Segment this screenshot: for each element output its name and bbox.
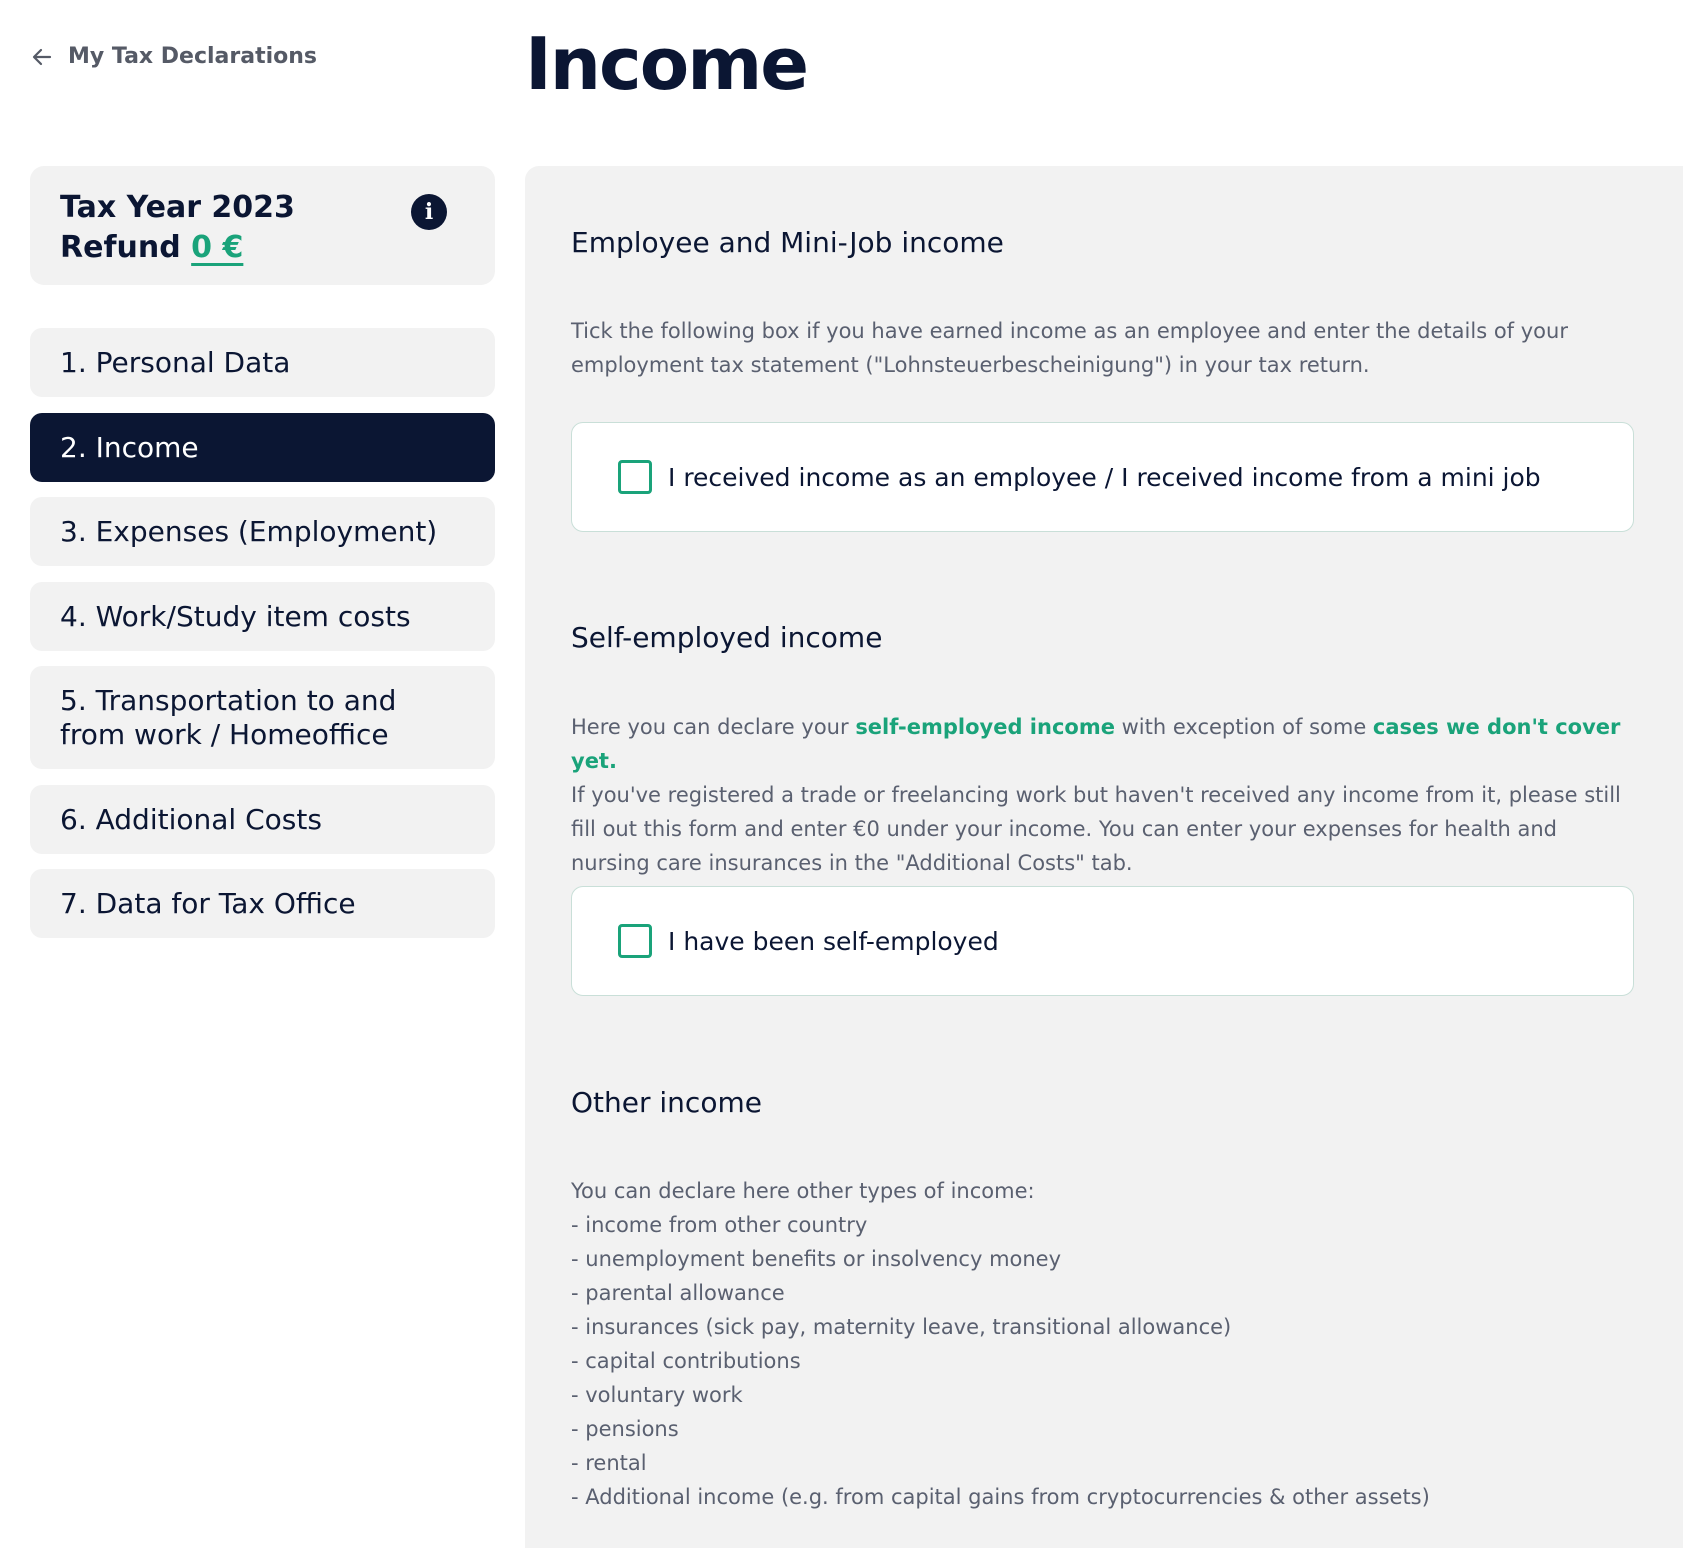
list-item: - Additional income (e.g. from capital gains from cryptocurrencies & other assets): [571, 1485, 1430, 1509]
list-item: - parental allowance: [571, 1281, 785, 1305]
list-item: - insurances (sick pay, maternity leave, transitional allowance): [571, 1315, 1232, 1339]
self-employed-text-part1: Here you can declare your: [571, 715, 856, 739]
nav-item-income[interactable]: 2. Income: [30, 413, 495, 482]
arrow-left-icon: [30, 45, 54, 69]
self-employed-checkbox-label[interactable]: I have been self-employed: [668, 926, 999, 956]
list-item: - unemployment benefits or insolvency money: [571, 1247, 1062, 1271]
nav-item-work-study-costs[interactable]: 4. Work/Study item costs: [30, 582, 495, 651]
refund-line: [60, 228, 465, 268]
main-panel: [525, 166, 1683, 1548]
nav-item-data-for-tax-office[interactable]: 7. Data for Tax Office: [30, 869, 495, 938]
employee-section-description: Tick the following box if you have earned income as an employee and enter the details of your employment tax statement ("Lohnsteuerbescheinigung") in your tax return.: [571, 319, 1568, 377]
tax-summary-card: [30, 166, 495, 285]
employee-section-title: Employee and Mini-Job income: [571, 226, 1004, 259]
self-employed-text-part3: .: [608, 749, 617, 773]
other-income-section-title: Other income: [571, 1086, 762, 1119]
employee-income-option[interactable]: [571, 422, 1634, 532]
page-title: Income: [525, 22, 808, 106]
refund-amount[interactable]: 0 €: [191, 230, 244, 265]
uncovered-cases-link[interactable]: cases we don't cover yet: [571, 715, 1621, 773]
tax-year-label: Tax Year 2023: [60, 190, 295, 225]
self-employed-text-part4: If you've registered a trade or freelancing work but haven't received any income from it, please still fill out this form and enter €0 under your income. You can enter your expenses for health and nursing care insurances in the "Additional Costs" tab.: [571, 783, 1621, 875]
nav-item-expenses-employment[interactable]: 3. Expenses (Employment): [30, 497, 495, 566]
info-icon[interactable]: i: [411, 194, 447, 230]
list-item: - voluntary work: [571, 1383, 743, 1407]
other-income-list: [571, 1174, 1641, 1514]
back-link[interactable]: [30, 44, 317, 69]
employee-income-checkbox[interactable]: [618, 460, 652, 494]
nav-item-additional-costs[interactable]: 6. Additional Costs: [30, 785, 495, 854]
self-employed-checkbox[interactable]: [618, 924, 652, 958]
list-item: - rental: [571, 1451, 647, 1475]
employee-income-checkbox-label[interactable]: I received income as an employee / I received income from a mini job: [668, 462, 1541, 492]
list-item: - income from other country: [571, 1213, 868, 1237]
nav-item-personal-data[interactable]: 1. Personal Data: [30, 328, 495, 397]
list-item: - pensions: [571, 1417, 679, 1441]
self-employed-option[interactable]: [571, 886, 1634, 996]
self-employed-text-part2: with exception of some: [1114, 715, 1373, 739]
self-employed-section-title: Self-employed income: [571, 621, 883, 654]
self-employed-income-link[interactable]: self-employed income: [855, 715, 1115, 739]
refund-label: Refund: [60, 230, 181, 265]
list-item: - capital contributions: [571, 1349, 801, 1373]
other-income-intro: You can declare here other types of income:: [571, 1179, 1035, 1203]
back-link-label: My Tax Declarations: [68, 44, 317, 69]
self-employed-section-description: [571, 710, 1641, 880]
nav-item-transportation[interactable]: 5. Transportation to and from work / Homeoffice: [30, 666, 495, 769]
